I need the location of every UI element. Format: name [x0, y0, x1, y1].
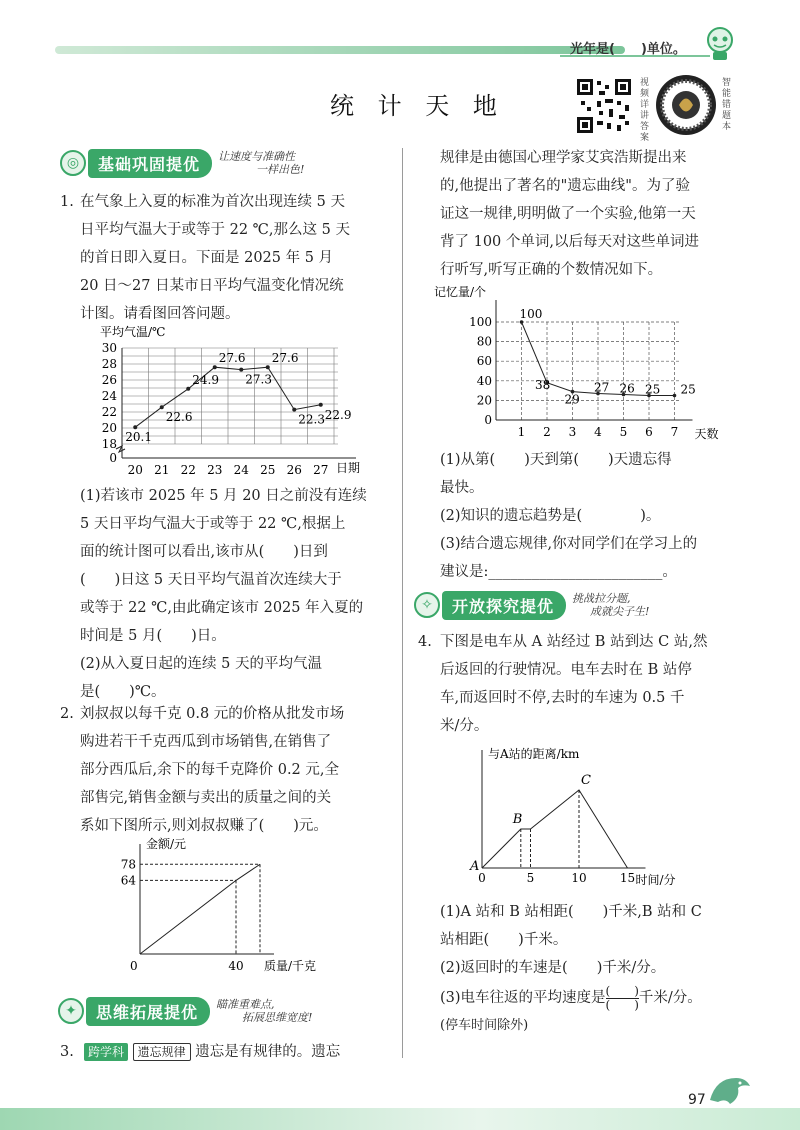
text-line: 遗忘是有规律的。遗忘	[195, 1044, 341, 1060]
point-label: C	[581, 773, 591, 788]
y-tick-label: 30	[101, 341, 117, 355]
data-label: 27.3	[245, 372, 272, 387]
text-line: (1)从第( )天到第( )天遗忘得	[440, 452, 672, 468]
y-tick-label: 80	[476, 334, 492, 349]
tag-cross-subject: 跨学科	[84, 1043, 128, 1061]
chart-tram	[460, 740, 720, 890]
x-tick-label: 23	[207, 463, 223, 477]
x-tick-label: 10	[571, 871, 587, 885]
data-label: 27.6	[271, 351, 299, 366]
y-tick-label: 60	[476, 354, 492, 369]
y-tick-label: 0	[109, 451, 117, 465]
x-axis-label: 质量/千克	[264, 959, 317, 973]
data-label: 25	[645, 382, 661, 397]
y-tick-label: 24	[101, 389, 117, 403]
question-number: 1.	[60, 194, 74, 210]
chart-temperature	[90, 322, 390, 484]
text-line: (3)结合遗忘规律,你对同学们在学习上的	[440, 536, 698, 552]
text-line: (2)返回时的车速是( )千米/分。	[440, 960, 666, 976]
text-line: 行听写,听写正确的个数情况如下。	[440, 262, 663, 278]
y-tick-label: 28	[101, 357, 117, 371]
data-point	[319, 403, 323, 407]
x-tick-label: 24	[233, 463, 249, 477]
x-tick-label: 26	[286, 463, 302, 477]
q2-stem	[80, 700, 400, 840]
slogan-line: 拓展思维宽度!	[242, 1011, 313, 1024]
series-line	[482, 790, 628, 868]
y-tick-label: 22	[101, 405, 117, 419]
question-number: 3.	[60, 1044, 74, 1060]
x-tick-label: 25	[260, 463, 276, 477]
slogan-line: 挑战拉分题,	[572, 592, 631, 605]
tag-topic: 遗忘规律	[133, 1043, 191, 1061]
x-tick-label: 1	[517, 425, 526, 439]
robot-mascot-icon	[700, 22, 740, 62]
data-point	[266, 365, 270, 369]
section-slogan	[572, 592, 649, 618]
data-label: 27	[594, 380, 610, 395]
text-line: 5 天日平均气温大于或等于 22 ℃,根据上	[80, 516, 346, 532]
page-number: 97	[688, 1092, 706, 1108]
y-tick-label: 0	[484, 413, 492, 427]
y-tick-label: 40	[476, 373, 492, 388]
data-point	[213, 365, 217, 369]
y-axis-label: 与A站的距离/km	[488, 747, 580, 761]
footer-band	[0, 1108, 800, 1130]
data-label: 29	[564, 392, 580, 407]
text-line: ( )日这 5 天日平均气温首次连续大于	[80, 572, 342, 588]
data-label: 25	[680, 382, 696, 397]
fraction-blank	[606, 985, 639, 1012]
text-line: 规律是由德国心理学家艾宾浩斯提出来	[440, 150, 687, 166]
slogan-line: 成就尖子生!	[590, 605, 650, 618]
y-tick-label: 20	[476, 393, 492, 408]
x-tick-label: 21	[154, 463, 170, 477]
y-axis-label: 金额/元	[146, 837, 187, 851]
text-line: (1)A 站和 B 站相距( )千米,B 站和 C	[440, 904, 702, 920]
column-divider	[402, 148, 403, 1058]
x-tick-label: 5	[619, 425, 628, 439]
question-number: 4.	[418, 634, 432, 650]
text-line: 时间是 5 月( )日。	[80, 628, 226, 644]
point-label: B	[512, 812, 523, 827]
data-label: 22.3	[298, 412, 325, 427]
data-label: 20.1	[125, 430, 152, 445]
y-tick-label: 64	[120, 873, 136, 888]
x-tick-label: 0	[130, 959, 138, 973]
q3-first-line	[84, 1038, 404, 1066]
q3-stem	[440, 144, 770, 284]
q4-stem	[440, 628, 770, 740]
fraction-numerator: ( )	[605, 983, 639, 998]
x-tick-label: 20	[127, 463, 143, 477]
section-slogan	[218, 150, 304, 176]
text-line: 的,他提出了著名的"遗忘曲线"。为了验	[440, 178, 690, 194]
text-line: 部分西瓜后,余下的每千克降价 0.2 元,全	[80, 762, 339, 778]
data-label: 38	[535, 377, 551, 392]
text-line: 部售完,销售金额与卖出的质量之间的关	[80, 790, 332, 806]
y-tick-label: 100	[469, 315, 492, 329]
y-tick-label: 20	[101, 421, 117, 435]
q3-subquestions	[440, 446, 770, 586]
data-label: 22.9	[324, 407, 352, 422]
text-fragment: (3)电车往返的平均速度是	[440, 990, 606, 1006]
chart-sales	[110, 834, 340, 982]
x-tick-label: 6	[645, 425, 653, 439]
satellite-icon: ✧	[414, 592, 440, 618]
page-title: 统 计 天 地	[330, 92, 505, 120]
q4-subquestions	[440, 898, 770, 1040]
y-axis-label: 记忆量/个	[434, 285, 487, 299]
data-point	[673, 394, 677, 398]
x-axis-label: 日期	[336, 461, 361, 475]
text-line: 后返回的行驶情况。电车去时在 B 站停	[440, 662, 692, 678]
question-number: 2.	[60, 706, 74, 722]
text-line: 站相距( )千米。	[440, 932, 568, 948]
axis-break-icon	[116, 446, 125, 452]
text-line: 的首日即入夏日。下面是 2025 年 5 月	[80, 250, 334, 266]
qr-code-icon[interactable]	[575, 77, 633, 135]
target-icon: ◎	[60, 150, 86, 176]
note: (停车时间除外)	[440, 1018, 529, 1033]
text-line: 背了 100 个单词,以后每天对这些单词进	[440, 234, 700, 250]
text-line: 建议是:________________________。	[440, 564, 677, 580]
text-line: 是( )℃。	[80, 684, 166, 700]
text-line: (1)若该市 2025 年 5 月 20 日之前没有连续	[80, 488, 367, 504]
data-point	[186, 387, 190, 391]
section-slogan	[216, 998, 312, 1024]
y-tick-label: 78	[120, 857, 136, 872]
fraction-denominator: ( )	[605, 997, 639, 1012]
text-line: 刘叔叔以每千克 0.8 元的价格从批发市场	[80, 706, 345, 722]
x-tick-label: 7	[670, 425, 679, 439]
data-label: 22.6	[165, 410, 193, 425]
data-label: 100	[519, 307, 543, 321]
y-tick-label: 18	[101, 437, 117, 451]
section-header-basic	[60, 150, 304, 176]
y-axis-label: 平均气温/℃	[100, 325, 166, 339]
text-line: 下图是电车从 A 站经过 B 站到达 C 站,然	[440, 634, 708, 650]
text-line: (2)知识的遗忘趋势是( )。	[440, 508, 661, 524]
q1-stem	[80, 188, 400, 328]
x-tick-label: 22	[180, 463, 196, 477]
ufo-icon: ✦	[58, 998, 84, 1024]
data-point	[160, 405, 164, 409]
section-header-explore	[414, 592, 649, 618]
x-tick-label: 0	[478, 871, 486, 885]
qr-left-label: 视频详讲答案	[640, 78, 650, 143]
data-label: 26	[619, 381, 635, 396]
text-line: 20 日～27 日某市日平均气温变化情况统	[80, 278, 344, 294]
q1-subquestions	[80, 482, 400, 706]
x-tick-label: 3	[568, 425, 577, 439]
section-label: 思维拓展提优	[86, 997, 210, 1026]
text-line: 证这一规律,明明做了一个实验,他第一天	[440, 206, 696, 222]
x-tick-label: 27	[313, 463, 329, 477]
x-tick-label: 15	[619, 871, 636, 885]
slogan-line: 一样出色!	[256, 163, 305, 176]
slogan-line: 让速度与准确性	[218, 150, 296, 163]
point-label: A	[470, 859, 480, 874]
text-line: 面的统计图可以看出,该市从( )日到	[80, 544, 328, 560]
x-tick-label: 2	[543, 425, 551, 439]
data-point	[133, 425, 137, 429]
text-line: 最快。	[440, 480, 484, 496]
section-label: 基础巩固提优	[88, 149, 212, 178]
y-tick-label: 26	[101, 373, 117, 387]
data-point	[292, 408, 296, 412]
text-line: 日平均气温大于或等于 22 ℃,那么这 5 天	[80, 222, 350, 238]
section-label: 开放探究提优	[442, 591, 566, 620]
data-label: 27.6	[218, 351, 246, 366]
text-line: 米/分。	[440, 718, 489, 734]
x-axis-label: 天数	[694, 427, 719, 440]
slogan-line: 瞄准重难点,	[216, 998, 275, 1011]
x-tick-label: 5	[526, 871, 535, 885]
text-line: 或等于 22 ℃,由此确定该市 2025 年入夏的	[80, 600, 364, 616]
text-fragment: 千米/分。	[638, 990, 702, 1006]
text-line: 购进若干千克西瓜到市场销售,在销售了	[80, 734, 332, 750]
text-line: 系如下图所示,则刘叔叔赚了( )元。	[80, 818, 328, 834]
dolphin-icon	[706, 1070, 752, 1110]
text-line: (2)从入夏日起的连续 5 天的平均气温	[80, 656, 322, 672]
section-header-extend	[58, 998, 312, 1024]
header-question: 光年是( )单位。	[570, 42, 686, 57]
data-point	[239, 368, 243, 372]
text-line: 在气象上入夏的标准为首次出现连续 5 天	[80, 194, 345, 210]
x-axis-label: 时间/分	[635, 873, 676, 887]
text-line	[440, 984, 770, 1012]
text-line: 计图。请看图回答问题。	[80, 306, 240, 322]
x-tick-label: 40	[228, 959, 244, 973]
header-bar	[55, 46, 625, 54]
data-label: 24.9	[192, 372, 219, 387]
chart-memory	[430, 282, 730, 440]
x-tick-label: 4	[594, 425, 602, 439]
qr-right-label: 智能错题本	[722, 78, 732, 132]
text-line: 车,而返回时不停,去时的车速为 0.5 千	[440, 690, 685, 706]
series-line	[140, 864, 260, 954]
qr-code-round-icon[interactable]	[655, 74, 717, 136]
